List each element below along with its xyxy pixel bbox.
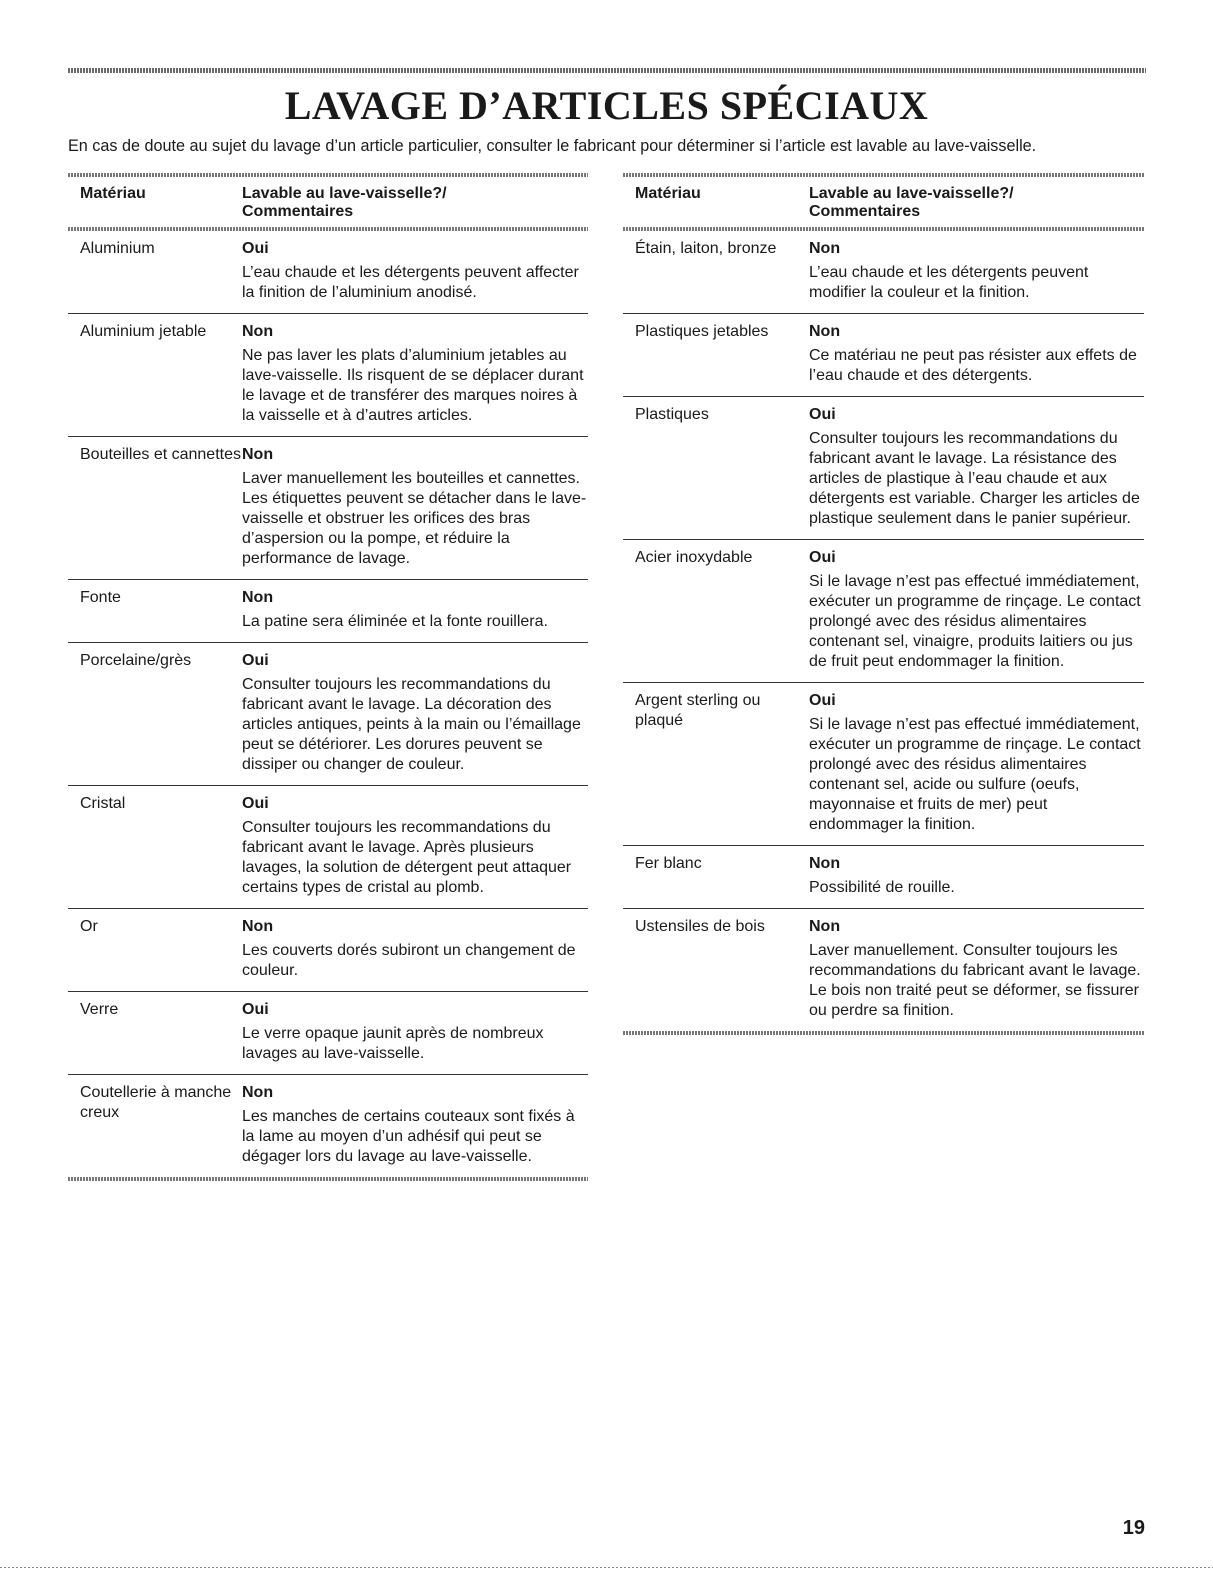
header-comments-line2: Commentaires: [242, 203, 354, 220]
dishwasher-safe-verdict: Oui: [242, 1001, 269, 1018]
top-dotted-rule: [68, 68, 1146, 73]
comment-cell: [242, 588, 588, 632]
dishwasher-safe-verdict: Non: [809, 918, 841, 935]
material-cell: Plastiques jetables: [635, 323, 769, 340]
comment-cell: [242, 239, 588, 303]
table-bottom-rule: [68, 1177, 588, 1181]
table-row: [623, 397, 1144, 540]
table-row: [623, 314, 1144, 397]
page-number: 19: [1122, 1517, 1145, 1539]
comment-text: Ne pas laver les plats d’aluminium jetables au lave-vaisselle. Ils risquent de se déplacer durant le lavage et de transférer des marques noires à la vaisselle et à d’autres articles.: [242, 347, 584, 424]
material-cell: Fer blanc: [635, 855, 702, 872]
comment-text: Les manches de certains couteaux sont fixés à la lame au moyen d’un adhésif qui peut se dégager lors du lavage au lave-vaisselle.: [242, 1108, 575, 1165]
table-row: [623, 909, 1144, 1031]
header-comments-line1: Lavable au lave-vaisselle?/: [809, 185, 1014, 202]
header-comments-line2: Commentaires: [809, 203, 921, 220]
comment-text: La patine sera éliminée et la fonte rouillera.: [242, 613, 548, 630]
table-row: [623, 683, 1144, 846]
dishwasher-safe-verdict: Non: [242, 446, 274, 463]
table-row: [623, 846, 1144, 909]
intro-text: En cas de doute au sujet du lavage d’un article particulier, consulter le fabricant pour déterminer si l’article est lavable au lave-vaisselle.: [68, 137, 1037, 155]
header-comments-line1: Lavable au lave-vaisselle?/: [242, 185, 447, 202]
comment-text: Si le lavage n’est pas effectué immédiatement, exécuter un programme de rinçage. Le contact prolongé avec des résidus alimentaires contenant sel, acide ou sulfure (oeufs, mayonnaise et fruits de mer) peut endommager la finition.: [809, 716, 1141, 833]
material-cell: Or: [80, 918, 98, 935]
comment-cell: [242, 1000, 588, 1064]
material-cell: Porcelaine/grès: [80, 652, 192, 669]
header-material: Matériau: [635, 185, 701, 202]
material-cell: Bouteilles et cannettes: [80, 446, 241, 463]
header-comments: [242, 185, 588, 221]
table-row: [68, 909, 588, 992]
material-cell: Argent sterling ou plaqué: [635, 692, 761, 729]
comment-text: L’eau chaude et les détergents peuvent modifier la couleur et la finition.: [809, 264, 1089, 301]
dishwasher-safe-verdict: Non: [242, 323, 274, 340]
material-cell: Ustensiles de bois: [635, 918, 765, 935]
page-title: LAVAGE D’ARTICLES SPÉCIAUX: [284, 83, 929, 128]
table-row: [623, 540, 1144, 683]
comment-text: Les couverts dorés subiront un changement de couleur.: [242, 942, 576, 979]
comment-text: Consulter toujours les recommandations du fabricant avant le lavage. La résistance des articles de plastique à l’eau chaude et aux détergents est variable. Charger les articles de plastique seulement dans le panier supérieur.: [809, 430, 1140, 527]
comment-cell: [809, 405, 1144, 529]
table-header: [68, 177, 588, 227]
table-row: [623, 231, 1144, 314]
comment-cell: [242, 322, 588, 426]
table-row: [68, 786, 588, 909]
comment-text: Si le lavage n’est pas effectué immédiatement, exécuter un programme de rinçage. Le contact prolongé avec des résidus alimentaires contenant sel, vinaigre, produits laitiers ou jus de fruit peut endommager la finition.: [809, 573, 1141, 670]
comment-text: Possibilité de rouille.: [809, 879, 955, 896]
table-row: [68, 314, 588, 437]
comment-cell: [242, 651, 588, 775]
comment-cell: [242, 917, 588, 981]
comment-cell: [809, 239, 1144, 303]
comment-cell: [809, 917, 1144, 1021]
dishwasher-safe-verdict: Oui: [242, 652, 269, 669]
material-cell: Aluminium: [80, 240, 155, 257]
dishwasher-safe-verdict: Oui: [809, 406, 836, 423]
comment-text: Consulter toujours les recommandations du fabricant avant le lavage. Après plusieurs lavages, la solution de détergent peut attaquer certains types de cristal au plomb.: [242, 819, 572, 896]
comment-text: Consulter toujours les recommandations du fabricant avant le lavage. La décoration des articles antiques, peints à la main ou l’émaillage peut se détériorer. Les dorures peuvent se dissiper ou changer de couleur.: [242, 676, 581, 773]
material-cell: Plastiques: [635, 406, 709, 423]
material-cell: Verre: [80, 1001, 119, 1018]
dishwasher-safe-verdict: Non: [809, 855, 841, 872]
material-cell: Coutellerie à manche creux: [80, 1084, 232, 1121]
comment-text: L’eau chaude et les détergents peuvent affecter la finition de l’aluminium anodisé.: [242, 264, 579, 301]
table-row: [68, 580, 588, 643]
table-row: [68, 1075, 588, 1177]
comment-cell: [242, 1083, 588, 1167]
table-row: [68, 231, 588, 314]
dishwasher-safe-verdict: Non: [809, 323, 841, 340]
comment-cell: [242, 445, 588, 569]
table-header: [623, 177, 1144, 227]
dishwasher-safe-verdict: Non: [242, 589, 274, 606]
right-table: [623, 173, 1144, 1035]
comment-text: Laver manuellement. Consulter toujours les recommandations du fabricant avant le lavage. Le bois non traité peut se déformer, se fissurer ou perdre sa finition.: [809, 942, 1141, 1019]
material-cell: Aluminium jetable: [80, 323, 207, 340]
comment-cell: [809, 548, 1144, 672]
dishwasher-safe-verdict: Non: [809, 240, 841, 257]
dishwasher-safe-verdict: Non: [242, 918, 274, 935]
bottom-dotted-rule: [0, 1567, 1213, 1568]
comment-cell: [809, 691, 1144, 835]
table-row: [68, 643, 588, 786]
material-cell: Acier inoxydable: [635, 549, 753, 566]
material-cell: Fonte: [80, 589, 121, 606]
comment-text: Ce matériau ne peut pas résister aux effets de l’eau chaude et des détergents.: [809, 347, 1137, 384]
comment-cell: [809, 322, 1144, 386]
left-table: [68, 173, 588, 1181]
dishwasher-safe-verdict: Oui: [809, 549, 836, 566]
dishwasher-safe-verdict: Oui: [242, 795, 269, 812]
table-bottom-rule: [623, 1031, 1144, 1035]
table-row: [68, 437, 588, 580]
dishwasher-safe-verdict: Oui: [809, 692, 836, 709]
comment-text: Laver manuellement les bouteilles et cannettes. Les étiquettes peuvent se détacher dans le lave-vaisselle et obstruer les orifices des bras d’aspersion ou la pompe, et réduire la performance de lavage.: [242, 470, 587, 567]
dishwasher-safe-verdict: Oui: [242, 240, 269, 257]
header-material: Matériau: [80, 185, 146, 202]
material-cell: Étain, laiton, bronze: [635, 240, 777, 257]
right-table-body: [623, 231, 1144, 1031]
dishwasher-safe-verdict: Non: [242, 1084, 274, 1101]
comment-text: Le verre opaque jaunit après de nombreux lavages au lave-vaisselle.: [242, 1025, 544, 1062]
comment-cell: [242, 794, 588, 898]
material-cell: Cristal: [80, 795, 126, 812]
header-comments: [809, 185, 1144, 221]
left-table-body: [68, 231, 588, 1177]
comment-cell: [809, 854, 1144, 898]
table-row: [68, 992, 588, 1075]
